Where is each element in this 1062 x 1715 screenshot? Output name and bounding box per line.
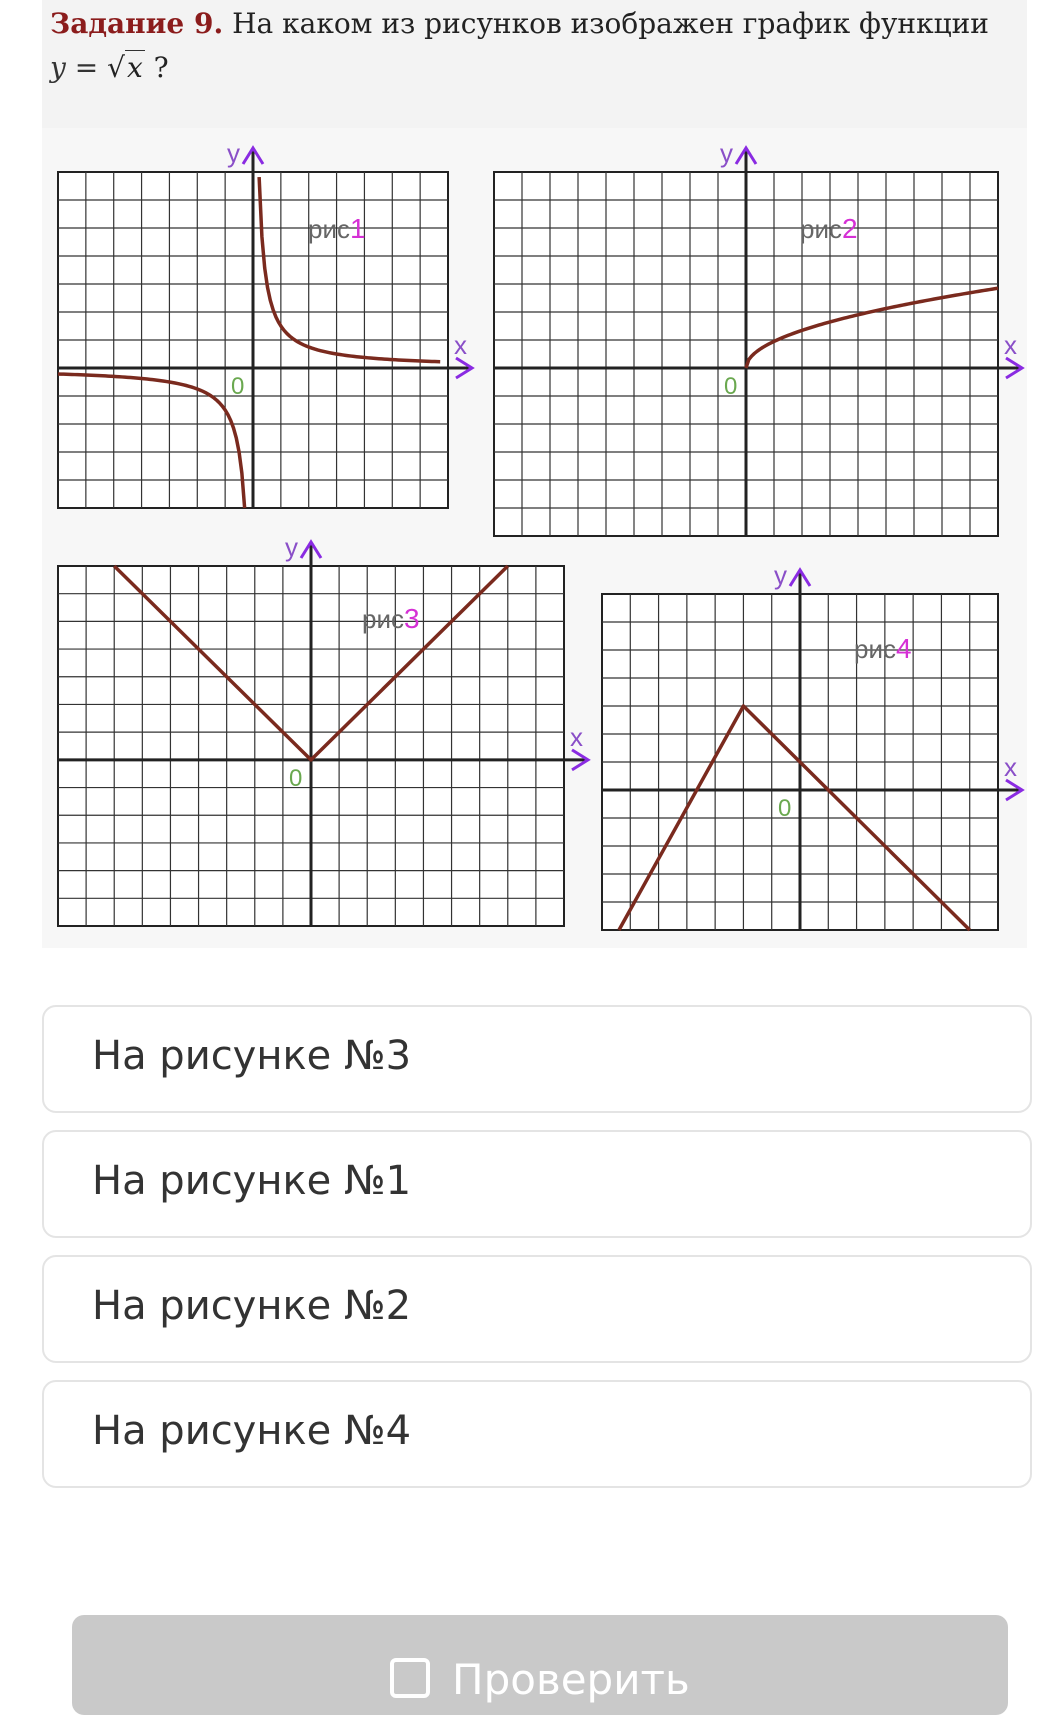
figure-number: 4 (895, 633, 912, 664)
figure-label: рис1 (308, 213, 366, 244)
x-axis-label: x (570, 721, 583, 752)
x-axis-label: x (1004, 752, 1017, 782)
figure-number: 1 (349, 213, 366, 244)
y-axis-label: y (285, 532, 298, 562)
origin-label: 0 (231, 373, 245, 400)
figure-label: рис4 (854, 633, 912, 664)
origin-label: 0 (778, 795, 792, 822)
origin-label: 0 (724, 373, 738, 400)
checkbox-check-icon (390, 1658, 430, 1698)
question-prompt: На каком из рисунков изображен график функции (232, 7, 989, 40)
answer-option-4[interactable] (42, 1380, 1032, 1488)
y-axis-label: y (227, 138, 240, 168)
x-axis-label: x (454, 330, 467, 360)
formula-lhs: y = (50, 51, 99, 84)
answer-option-2[interactable] (42, 1130, 1032, 1238)
x-axis-label: x (1004, 330, 1017, 360)
check-button-label: Проверить (452, 1655, 690, 1704)
figure-label: рис3 (362, 603, 420, 634)
formula-radicand: x (126, 51, 143, 84)
answer-label: На рисунке №3 (92, 1033, 412, 1079)
figure-label: рис2 (800, 213, 858, 244)
sqrt-sign: √ (107, 51, 125, 84)
answer-option-3[interactable] (42, 1255, 1032, 1363)
answer-label: На рисунке №4 (92, 1408, 412, 1454)
answer-label: На рисунке №2 (92, 1283, 412, 1329)
figure-number: 3 (403, 603, 420, 634)
y-axis-label: y (774, 560, 787, 590)
check-button[interactable] (72, 1615, 1008, 1715)
formula-question-mark: ? (153, 51, 169, 84)
task-label: Задание 9. (50, 7, 224, 40)
origin-label: 0 (289, 764, 303, 792)
figure-number: 2 (841, 213, 858, 244)
y-axis-label: y (720, 138, 733, 168)
answer-label: На рисунке №1 (92, 1158, 412, 1204)
answer-option-1[interactable] (42, 1005, 1032, 1113)
